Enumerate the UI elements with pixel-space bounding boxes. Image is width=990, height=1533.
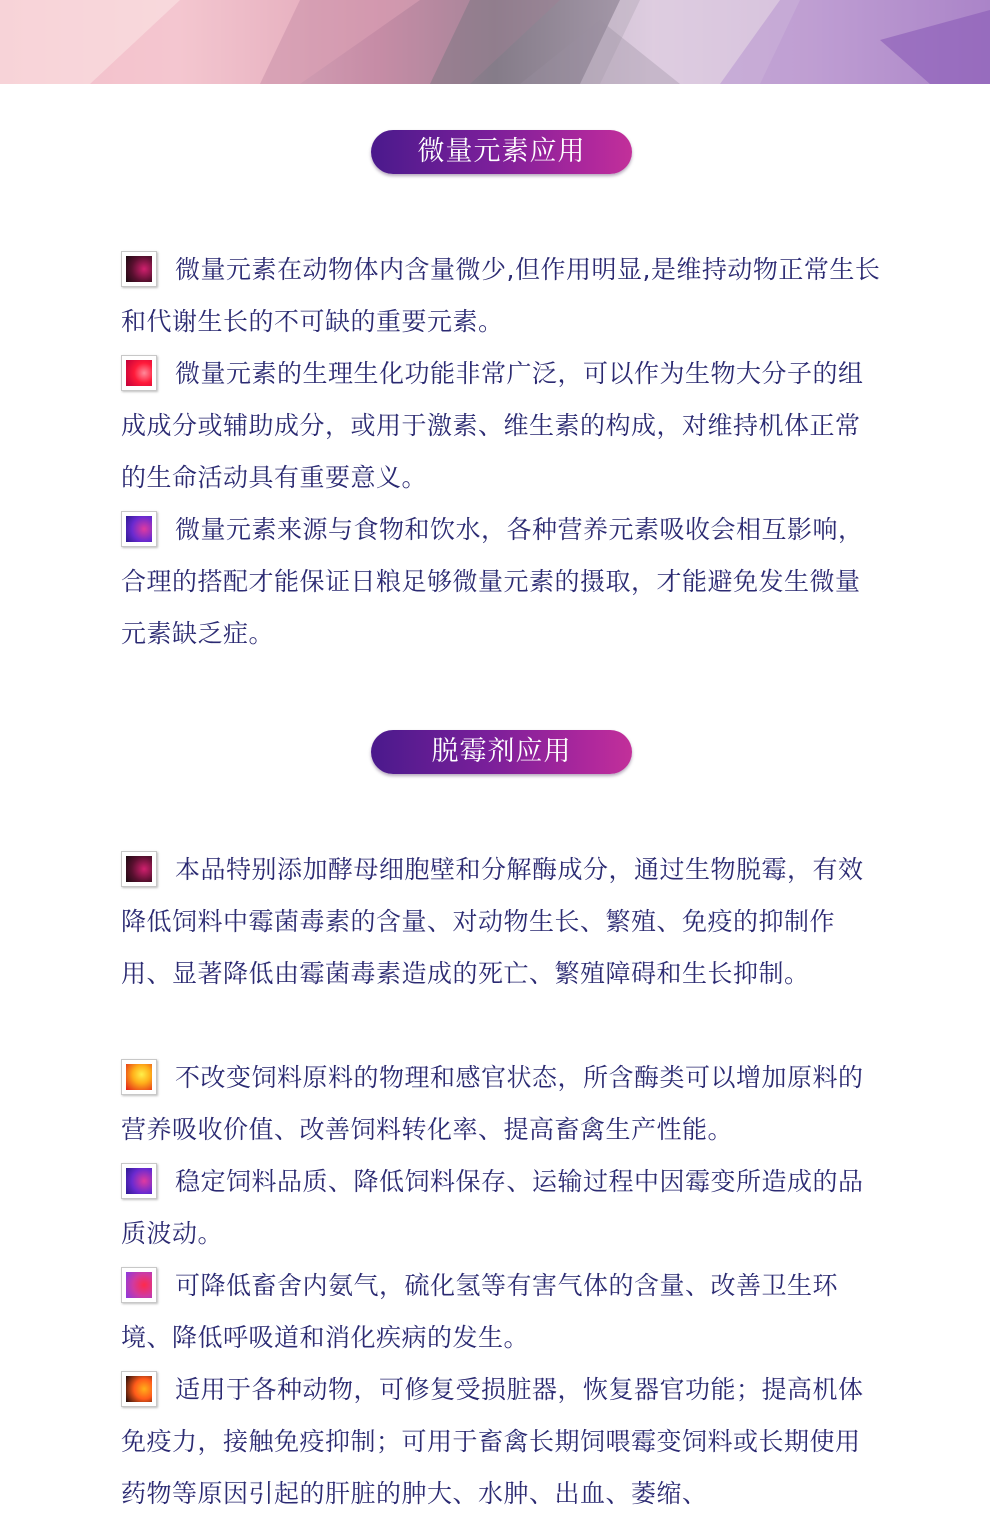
- square-bullet-icon: [121, 1059, 157, 1095]
- paragraph-text: 本品特别添加酵母细胞壁和分解酶成分，通过生物脱霉，有效降低饲料中霉菌毒素的含量、对动物生长、繁殖、免疫的抑制作用、显著降低由霉菌毒素造成的死亡、繁殖障碍和生长抑制。: [121, 855, 864, 988]
- paragraph-text: 适用于各种动物，可修复受损脏器，恢复器官功能；提高机体免疫力，接触免疫抑制；可用于畜禽长期饲喂霉变饲料或长期使用药物等原因引起的肝脏的肿大、水肿、出血、萎缩、: [121, 1375, 864, 1508]
- square-bullet-icon: [121, 251, 157, 287]
- paragraph-7: [121, 1260, 881, 1364]
- paragraph-8: [121, 1364, 881, 1520]
- square-bullet-icon: [121, 355, 157, 391]
- square-bullet-icon: [121, 1163, 157, 1199]
- square-bullet-icon: [121, 511, 157, 547]
- top-banner: [0, 0, 990, 84]
- paragraph-text: 可降低畜舍内氨气，硫化氢等有害气体的含量、改善卫生环境、降低呼吸道和消化疾病的发生。: [121, 1271, 839, 1352]
- section-title-trace-elements: 微量元素应用: [371, 130, 632, 174]
- paragraph-3: [121, 504, 881, 660]
- square-bullet-icon: [121, 1267, 157, 1303]
- paragraph-6: [121, 1156, 881, 1260]
- paragraph-text: 微量元素来源与食物和饮水，各种营养元素吸收会相互影响，合理的搭配才能保证日粮足够微量元素的摄取，才能避免发生微量元素缺乏症。: [121, 515, 864, 648]
- section-title-mold-remover: 脱霉剂应用: [371, 730, 632, 774]
- square-bullet-icon: [121, 1371, 157, 1407]
- paragraph-text: 稳定饲料品质、降低饲料保存、运输过程中因霉变所造成的品质波动。: [121, 1167, 864, 1248]
- paragraph-5: [121, 1052, 881, 1156]
- paragraph-text: 微量元素的生理生化功能非常广泛，可以作为生物大分子的组成成分或辅助成分，或用于激素、维生素的构成，对维持机体正常的生命活动具有重要意义。: [121, 359, 864, 492]
- paragraph-text: 不改变饲料原料的物理和感官状态，所含酶类可以增加原料的营养吸收价值、改善饲料转化率、提高畜禽生产性能。: [121, 1063, 864, 1144]
- square-bullet-icon: [121, 851, 157, 887]
- paragraph-text: 微量元素在动物体内含量微少,但作用明显,是维持动物正常生长和代谢生长的不可缺的重要元素。: [121, 255, 881, 336]
- banner-decoration: [0, 0, 990, 84]
- paragraph-2: [121, 348, 881, 504]
- paragraph-1: [121, 244, 881, 348]
- paragraph-4: [121, 844, 881, 1000]
